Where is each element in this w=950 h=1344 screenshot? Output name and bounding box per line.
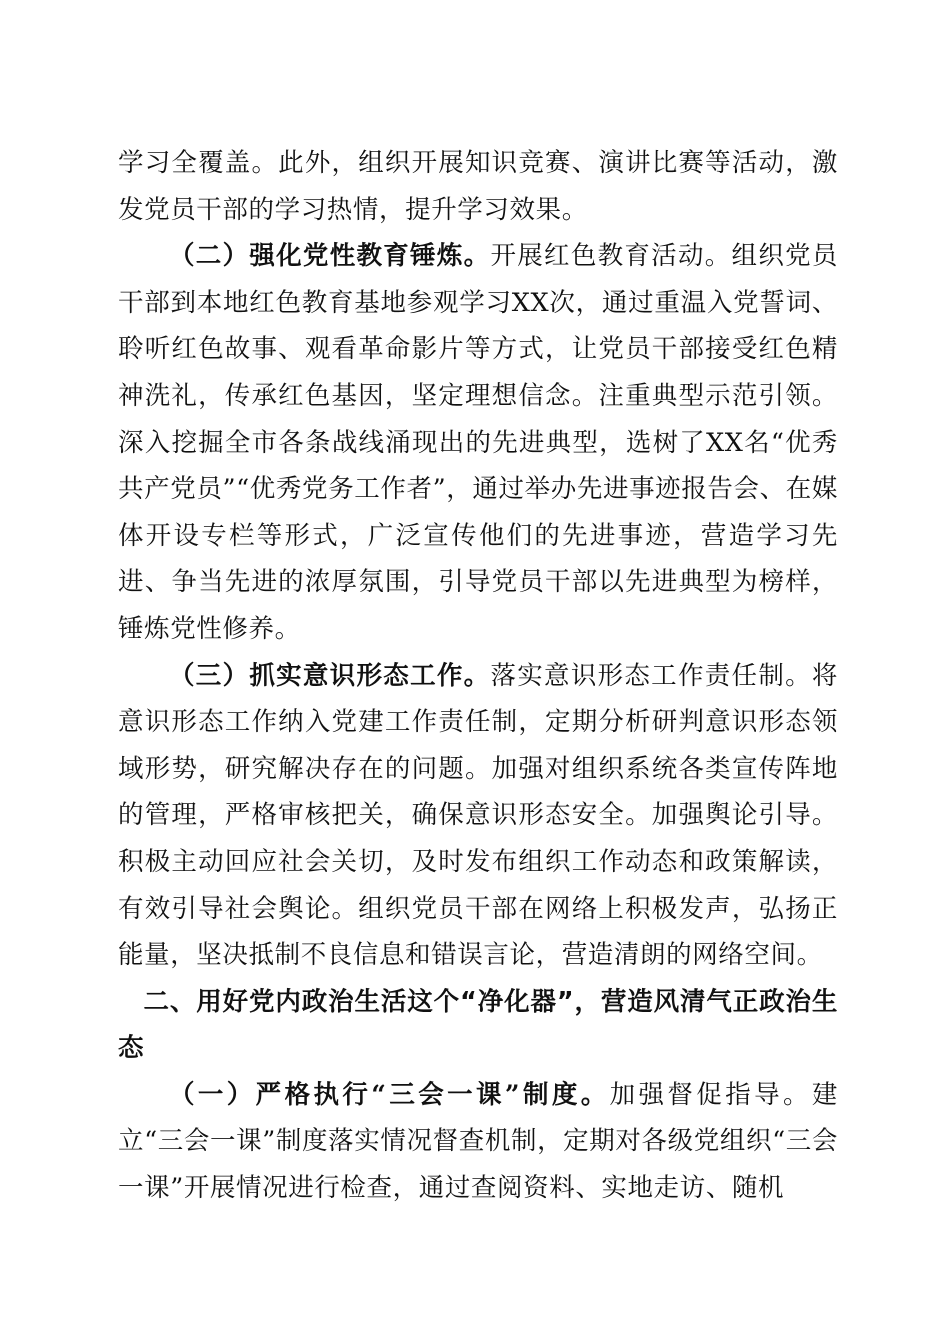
paragraph-text: 学习全覆盖。此外，组织开展知识竞赛、演讲比赛等活动，激发党员干部的学习热情，提升学习效果。 xyxy=(118,148,838,225)
paragraph-continued xyxy=(118,140,838,233)
paragraph-text: 加强督促指导。建立“三会一课”制度落实情况督查机制，定期对各级党组织“三会一课”开展情况进行检查，通过查阅资料、实地走访、随机 xyxy=(118,1079,838,1204)
paragraph-lead-title: （一）严格执行“三会一课”制度。 xyxy=(169,1079,610,1110)
paragraph-ideology-work xyxy=(118,653,838,979)
paragraph-three-meetings xyxy=(118,1072,838,1212)
paragraph-lead-title: （三）抓实意识形态工作。 xyxy=(169,660,491,691)
paragraph-text: 落实意识形态工作责任制。将意识形态工作纳入党建工作责任制，定期分析研判意识形态领域形势，研究解决存在的问题。加强对组织系统各类宣传阵地的管理，严格审核把关，确保意识形态安全。加强舆论引导。积极主动回应社会关切，及时发布组织工作动态和政策解读，有效引导社会舆论。组织党员干部在网络上积极发声，弘扬正能量，坚决抵制不良信息和错误言论，营造清朗的网络空间。 xyxy=(118,660,838,971)
paragraph-party-spirit-education xyxy=(118,233,838,652)
section-heading: 二、用好党内政治生活这个“净化器”，营造风清气正政治生态 xyxy=(118,986,838,1064)
paragraph-text: 开展红色教育活动。组织党员干部到本地红色教育基地参观学习XX次，通过重温入党誓词、聆听红色故事、观看革命影片等方式，让党员干部接受红色精神洗礼，传承红色基因，坚定理想信念。注重典型示范引领。深入挖掘全市各条战线涌现出的先进典型，选树了XX名“优秀共产党员”“优秀党务工作者”，通过举办先进事迹报告会、在媒体开设专栏等形式，广泛宣传他们的先进事迹，营造学习先进、争当先进的浓厚氛围，引导党员干部以先进典型为榜样，锤炼党性修养。 xyxy=(118,241,838,644)
document-body xyxy=(118,140,838,1212)
paragraph-lead-title: （二）强化党性教育锤炼。 xyxy=(169,241,491,272)
